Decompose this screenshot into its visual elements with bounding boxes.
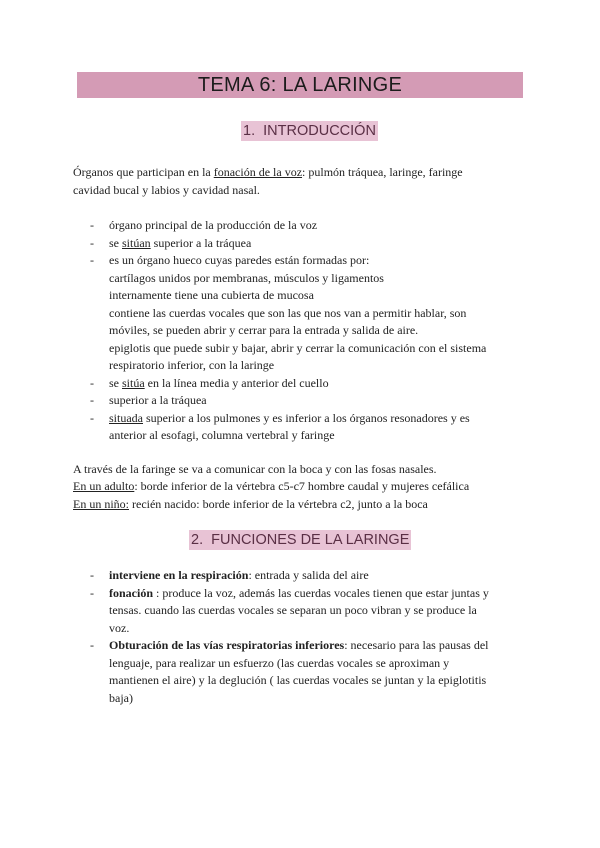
list-item: - superior a la tráquea — [73, 392, 486, 410]
section-title: INTRODUCCIÓN — [263, 123, 376, 139]
bullet-dash: - — [90, 375, 94, 390]
bold-term: interviene en la respiración — [109, 568, 249, 582]
list-item: - fonación : produce la voz, además las cuerdas vocales tienen que estar juntas y tensas. cuando las cuerdas vocales se separan un poco vibran y se produce la voz. — [90, 585, 489, 635]
bullet-dash: - — [90, 393, 94, 407]
underlined-term: situada — [109, 410, 143, 425]
underlined-term: sitúan — [122, 235, 151, 250]
list-item: - Obturación de las vías respiratorias inferiores: necesario para las pausas del lenguaje, para realizar un esfuerzo (las cuerdas vocales se aproximan y mantienen el aire) y la deglución ( las cuerdas vocales se juntan y la epiglotitis baja) — [90, 638, 489, 705]
bullet-dash: - — [90, 253, 94, 267]
bold-term: Obturación de las vías respiratorias inferiores — [109, 638, 345, 652]
list-item: - se sitúan superior a la tráquea — [73, 235, 486, 253]
child-position-line: En un niño: recién nacido: borde inferior de la vértebra c2, junto a la boca — [73, 497, 428, 511]
section-number: 2. — [191, 532, 204, 548]
list-item: - órgano principal de la producción de la voz — [73, 217, 486, 235]
underlined-term: En un niño: — [73, 497, 129, 511]
underlined-term: fonación de la voz — [213, 165, 303, 179]
underlined-term: sitúa — [122, 375, 145, 390]
intro-paragraph-line-1: Órganos que participan en la fonación de la voz: pulmón tráquea, laringe, faringe — [73, 165, 463, 179]
faringe-sentence: A través de la faringe se va a comunicar con la boca y con las fosas nasales. — [73, 462, 437, 476]
section-title: FUNCIONES DE LA LARINGE — [211, 532, 410, 548]
funciones-bullet-list — [73, 567, 489, 707]
list-item: - se sitúa en la línea media y anterior del cuello — [73, 375, 486, 393]
list-item: - es un órgano hueco cuyas paredes están formadas por: cartílagos unidos por membranas, músculos y ligamentos internamente tiene una cubierta de mucosa contiene las cuerdas vocales que son las que nos van a permitir hablar, son móviles, se pueden abrir y cerrar para la entrada y salida de aire. epiglotis que puede subir y bajar, abrir y cerrar la comunicación con el sistema respiratorio inferior, con la laringe — [90, 253, 487, 372]
page-title: TEMA 6: LA LARINGE — [77, 72, 523, 98]
section-heading-introduccion — [241, 121, 378, 141]
list-item: - interviene en la respiración: entrada y salida del aire — [73, 567, 489, 585]
section-heading-funciones — [189, 530, 411, 550]
bullet-dash: - — [90, 568, 94, 582]
section-number: 1. — [243, 123, 256, 139]
bullet-dash: - — [90, 218, 94, 232]
intro-paragraph-line-2: cavidad bucal y labios y cavidad nasal. — [73, 183, 260, 197]
underlined-term: En un adulto — [73, 479, 135, 493]
adult-position-line: En un adulto: borde inferior de la vértebra c5-c7 hombre caudal y mujeres cefálica — [73, 479, 470, 493]
introduccion-bullet-list — [73, 217, 486, 445]
bullet-dash: - — [90, 235, 94, 250]
bold-term: fonación — [109, 585, 154, 600]
list-item: - situada superior a los pulmones y es inferior a los órganos resonadores y es anterior al esofagi, columna vertebral y faringe — [90, 410, 470, 442]
bullet-dash: - — [90, 638, 94, 652]
bullet-dash: - — [90, 410, 94, 425]
bullet-dash: - — [90, 585, 94, 600]
